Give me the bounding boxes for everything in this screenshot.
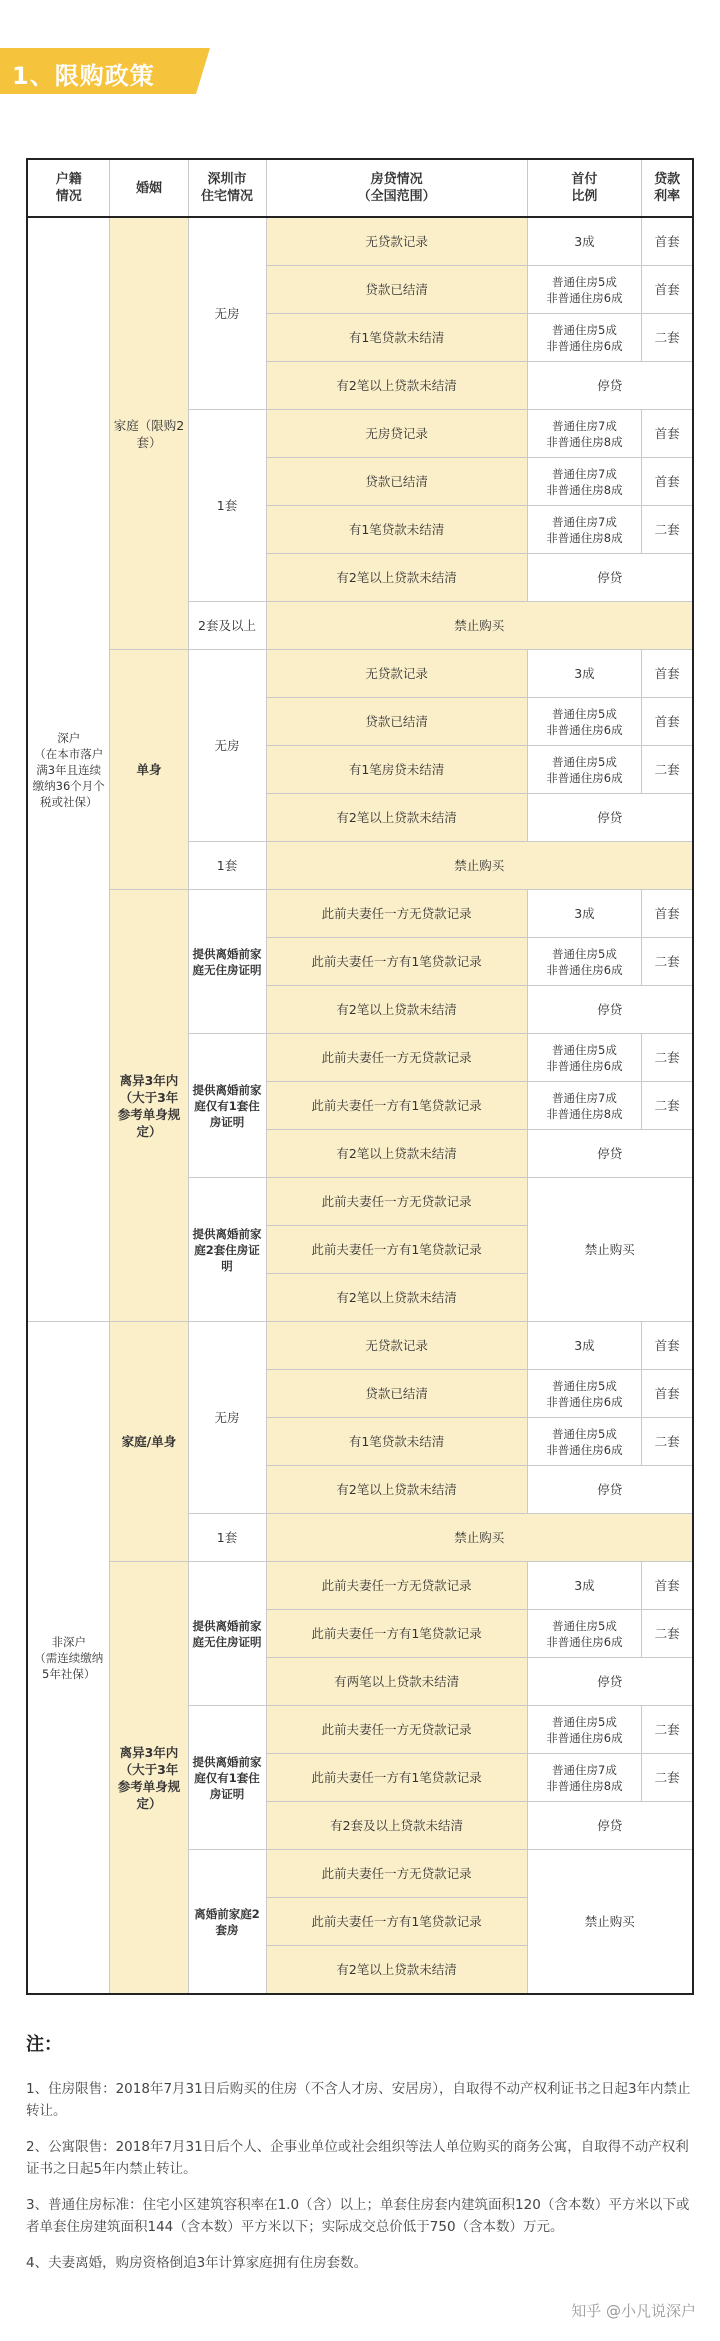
cell-down: 3成 <box>527 650 642 698</box>
cell-rate: 二套 <box>642 314 693 362</box>
cell-stop-loan: 停贷 <box>527 554 693 602</box>
section-title-banner <box>0 48 210 94</box>
cell-down: 普通住房5成 非普通住房6成 <box>527 1418 642 1466</box>
cell-feishenhu: 非深户 （需连续缴纳5年社保） <box>27 1322 110 1995</box>
cell-stop-loan: 停贷 <box>527 794 693 842</box>
cell-loan: 无贷款记录 <box>266 650 527 698</box>
cell-down: 普通住房7成 非普通住房8成 <box>527 506 642 554</box>
cell-loan: 有2笔以上贷款未结清 <box>266 794 527 842</box>
cell-div-none: 提供离婚前家庭无住房证明 <box>188 890 266 1034</box>
cell-down: 3成 <box>527 1562 642 1610</box>
cell-loan: 此前夫妻任一方有1笔贷款记录 <box>266 938 527 986</box>
header-down-payment: 首付 比例 <box>527 159 642 217</box>
cell-divorced: 离异3年内 （大于3年参考单身规定） <box>110 890 188 1322</box>
note-item: 3、普通住房标准：住宅小区建筑容积率在1.0（含）以上；单套住房套内建筑面积120（含本数）平方米以下或者单套住房建筑面积144（含本数）平方米以下；实际成交总价低于750（含本数）万元。 <box>26 2197 690 2235</box>
cell-loan: 此前夫妻任一方无贷款记录 <box>266 1562 527 1610</box>
cell-family-limit2: 家庭（限购2套） <box>110 217 188 650</box>
cell-no-house: 无房 <box>188 217 266 410</box>
cell-loan: 此前夫妻任一方无贷款记录 <box>266 1178 527 1226</box>
cell-rate: 二套 <box>642 1610 693 1658</box>
cell-ban: 禁止购买 <box>266 602 693 650</box>
cell-rate: 二套 <box>642 1706 693 1754</box>
cell-loan: 此前夫妻任一方无贷款记录 <box>266 1034 527 1082</box>
cell-loan: 无房贷记录 <box>266 410 527 458</box>
cell-loan: 贷款已结清 <box>266 458 527 506</box>
header-marriage: 婚姻 <box>110 159 188 217</box>
cell-single: 单身 <box>110 650 188 890</box>
cell-loan: 有2笔以上贷款未结清 <box>266 362 527 410</box>
cell-div-one: 提供离婚前家庭仅有1套住房证明 <box>188 1034 266 1178</box>
cell-loan: 此前夫妻任一方有1笔贷款记录 <box>266 1082 527 1130</box>
cell-down: 3成 <box>527 890 642 938</box>
cell-loan: 此前夫妻任一方无贷款记录 <box>266 1850 527 1898</box>
cell-loan: 此前夫妻任一方无贷款记录 <box>266 890 527 938</box>
cell-down: 普通住房7成 非普通住房8成 <box>527 458 642 506</box>
cell-loan: 有1笔贷款未结清 <box>266 506 527 554</box>
cell-down: 普通住房5成 非普通住房6成 <box>527 1610 642 1658</box>
cell-loan: 贷款已结清 <box>266 1370 527 1418</box>
cell-rate: 二套 <box>642 1034 693 1082</box>
cell-down: 普通住房7成 非普通住房8成 <box>527 1754 642 1802</box>
cell-no-house: 无房 <box>188 650 266 842</box>
cell-stop-loan: 停贷 <box>527 986 693 1034</box>
cell-loan: 贷款已结清 <box>266 698 527 746</box>
header-loan: 房贷情况 （全国范围） <box>266 159 527 217</box>
cell-down: 普通住房5成 非普通住房6成 <box>527 314 642 362</box>
note-item: 1、住房限售：2018年7月31日后购买的住房（不含人才房、安居房），自取得不动产权利证书之日起3年内禁止转让。 <box>26 2081 691 2119</box>
cell-loan: 此前夫妻任一方有1笔贷款记录 <box>266 1898 527 1946</box>
cell-down: 普通住房5成 非普通住房6成 <box>527 1706 642 1754</box>
cell-stop-loan: 停贷 <box>527 1658 693 1706</box>
cell-rate: 二套 <box>642 1082 693 1130</box>
cell-div-none: 提供离婚前家庭无住房证明 <box>188 1562 266 1706</box>
cell-down: 普通住房5成 非普通住房6成 <box>527 938 642 986</box>
cell-loan: 无贷款记录 <box>266 1322 527 1370</box>
cell-stop-loan: 停贷 <box>527 362 693 410</box>
cell-loan: 有2套及以上贷款未结清 <box>266 1802 527 1850</box>
cell-rate: 首套 <box>642 1322 693 1370</box>
header-housing: 深圳市 住宅情况 <box>188 159 266 217</box>
cell-rate: 二套 <box>642 1754 693 1802</box>
cell-rate: 首套 <box>642 650 693 698</box>
section-title: 1、限购政策 <box>12 62 155 90</box>
cell-rate: 首套 <box>642 458 693 506</box>
cell-shenhu: 深户 （在本市落户满3年且连续缴纳36个月个税或社保） <box>27 217 110 1322</box>
cell-loan: 有2笔以上贷款未结清 <box>266 1946 527 1995</box>
cell-down: 普通住房5成 非普通住房6成 <box>527 746 642 794</box>
cell-divorced: 离异3年内 （大于3年参考单身规定） <box>110 1562 188 1995</box>
cell-down: 普通住房5成 非普通住房6成 <box>527 1034 642 1082</box>
cell-no-house: 无房 <box>188 1322 266 1514</box>
cell-rate: 首套 <box>642 890 693 938</box>
cell-rate: 首套 <box>642 266 693 314</box>
cell-two-plus: 2套及以上 <box>188 602 266 650</box>
cell-down: 普通住房5成 非普通住房6成 <box>527 266 642 314</box>
cell-down: 普通住房5成 非普通住房6成 <box>527 1370 642 1418</box>
cell-loan: 有两笔以上贷款未结清 <box>266 1658 527 1706</box>
cell-rate: 二套 <box>642 1418 693 1466</box>
cell-loan: 有2笔以上贷款未结清 <box>266 1130 527 1178</box>
cell-rate: 二套 <box>642 506 693 554</box>
cell-ban: 禁止购买 <box>266 1514 693 1562</box>
cell-loan: 有2笔以上贷款未结清 <box>266 1466 527 1514</box>
cell-loan: 无贷款记录 <box>266 217 527 266</box>
cell-rate: 首套 <box>642 1562 693 1610</box>
cell-ban: 禁止购买 <box>527 1850 693 1995</box>
cell-family-single: 家庭/单身 <box>110 1322 188 1562</box>
cell-one-house: 1套 <box>188 410 266 602</box>
cell-loan: 有2笔以上贷款未结清 <box>266 554 527 602</box>
cell-rate: 首套 <box>642 1370 693 1418</box>
policy-table <box>26 158 694 1995</box>
cell-rate: 首套 <box>642 698 693 746</box>
cell-down: 3成 <box>527 217 642 266</box>
cell-one-house: 1套 <box>188 1514 266 1562</box>
notes-section <box>26 2030 696 2288</box>
cell-loan: 此前夫妻任一方有1笔贷款记录 <box>266 1754 527 1802</box>
cell-rate: 二套 <box>642 938 693 986</box>
cell-down: 3成 <box>527 1322 642 1370</box>
cell-div-one: 提供离婚前家庭仅有1套住房证明 <box>188 1706 266 1850</box>
cell-rate: 首套 <box>642 410 693 458</box>
note-item: 4、夫妻离婚，购房资格倒追3年计算家庭拥有住房套数。 <box>26 2255 368 2271</box>
cell-stop-loan: 停贷 <box>527 1130 693 1178</box>
cell-down: 普通住房7成 非普通住房8成 <box>527 1082 642 1130</box>
cell-loan: 此前夫妻任一方无贷款记录 <box>266 1706 527 1754</box>
cell-down: 普通住房7成 非普通住房8成 <box>527 410 642 458</box>
cell-loan: 有1笔贷款未结清 <box>266 1418 527 1466</box>
note-item: 2、公寓限售：2018年7月31日后个人、企事业单位或社会组织等法人单位购买的商务公寓，自取得不动产权利证书之日起5年内禁止转让。 <box>26 2139 689 2177</box>
header-rate: 贷款 利率 <box>642 159 693 217</box>
cell-loan: 此前夫妻任一方有1笔贷款记录 <box>266 1610 527 1658</box>
cell-ban: 禁止购买 <box>266 842 693 890</box>
cell-stop-loan: 停贷 <box>527 1802 693 1850</box>
cell-div-two-b: 离婚前家庭2套房 <box>188 1850 266 1995</box>
cell-stop-loan: 停贷 <box>527 1466 693 1514</box>
cell-loan: 有2笔以上贷款未结清 <box>266 1274 527 1322</box>
cell-div-two: 提供离婚前家庭2套住房证明 <box>188 1178 266 1322</box>
cell-loan: 有1笔房贷未结清 <box>266 746 527 794</box>
cell-loan: 有1笔贷款未结清 <box>266 314 527 362</box>
cell-rate: 二套 <box>642 746 693 794</box>
cell-loan: 贷款已结清 <box>266 266 527 314</box>
cell-rate: 首套 <box>642 217 693 266</box>
author-watermark: 知乎 @小凡说深户 <box>571 2302 696 2320</box>
cell-loan: 此前夫妻任一方有1笔贷款记录 <box>266 1226 527 1274</box>
cell-down: 普通住房5成 非普通住房6成 <box>527 698 642 746</box>
cell-ban: 禁止购买 <box>527 1178 693 1322</box>
cell-loan: 有2笔以上贷款未结清 <box>266 986 527 1034</box>
cell-one-house: 1套 <box>188 842 266 890</box>
header-hukou: 户籍 情况 <box>27 159 110 217</box>
notes-title: 注： <box>26 2034 62 2055</box>
